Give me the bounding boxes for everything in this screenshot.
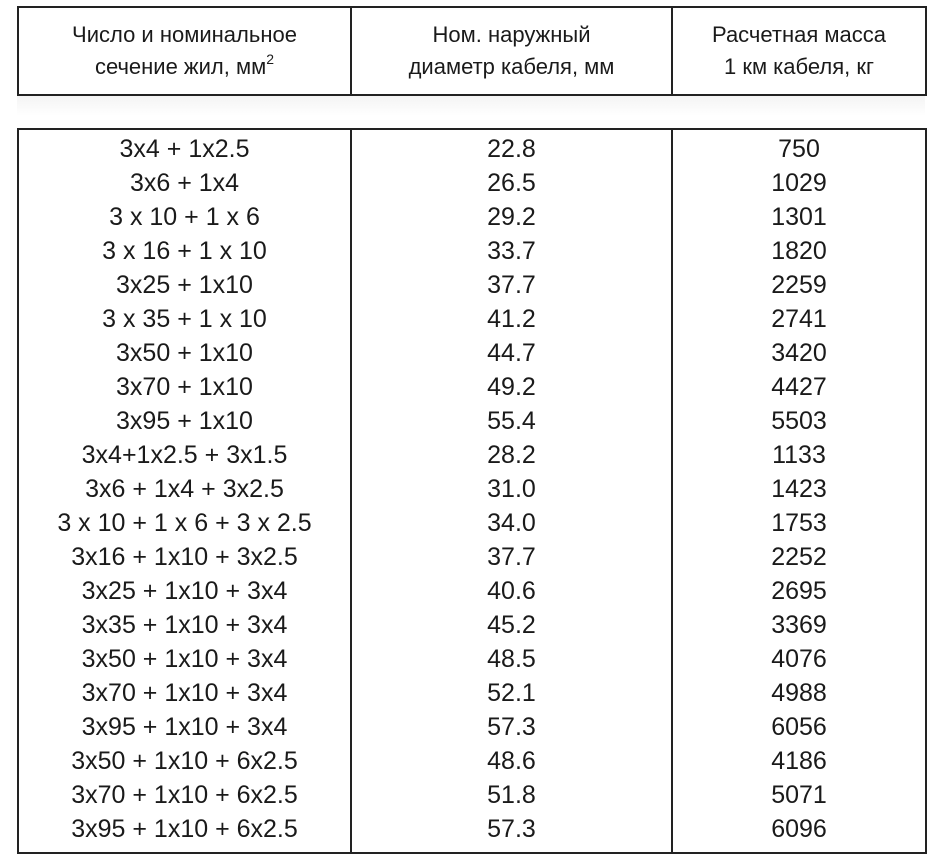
- cell-section: 3x50 + 1x10 + 6x2.5: [18, 744, 351, 778]
- cell-section: 3x50 + 1x10 + 3x4: [18, 642, 351, 676]
- header-section-line2-text: сечение жил, мм: [94, 54, 267, 79]
- cell-diameter: 28.2: [351, 438, 672, 472]
- cell-diameter: 57.3: [351, 812, 672, 853]
- cell-diameter: 41.2: [351, 302, 672, 336]
- table-row: [18, 302, 926, 336]
- cell-section: 3 x 35 + 1 x 10: [18, 302, 351, 336]
- cell-mass: 2695: [672, 574, 926, 608]
- table-row: [18, 234, 926, 268]
- table-row: [18, 129, 926, 166]
- cell-section: 3x50 + 1x10: [18, 336, 351, 370]
- cable-data-table: [17, 128, 927, 854]
- cell-mass: 1029: [672, 166, 926, 200]
- cell-mass: 2252: [672, 540, 926, 574]
- table-row: [18, 676, 926, 710]
- cell-mass: 2741: [672, 302, 926, 336]
- cell-mass: 1301: [672, 200, 926, 234]
- cell-section: 3x70 + 1x10: [18, 370, 351, 404]
- cell-mass: 3369: [672, 608, 926, 642]
- cell-mass: 3420: [672, 336, 926, 370]
- cell-section: 3x35 + 1x10 + 3x4: [18, 608, 351, 642]
- header-section-unit-superscript: 2: [266, 50, 275, 67]
- cell-diameter: 45.2: [351, 608, 672, 642]
- header-mass-line2: 1 км кабеля, кг: [723, 54, 875, 79]
- cell-section: 3x25 + 1x10: [18, 268, 351, 302]
- cell-diameter: 31.0: [351, 472, 672, 506]
- cell-diameter: 44.7: [351, 336, 672, 370]
- cell-mass: 1133: [672, 438, 926, 472]
- header-section-line2: [19, 51, 350, 83]
- cell-mass: 4076: [672, 642, 926, 676]
- cell-diameter: 22.8: [351, 129, 672, 166]
- cell-section: 3x6 + 1x4 + 3x2.5: [18, 472, 351, 506]
- header-cell-section: [18, 7, 351, 95]
- table-row: [18, 540, 926, 574]
- cell-section: 3x16 + 1x10 + 3x2.5: [18, 540, 351, 574]
- cell-mass: 5071: [672, 778, 926, 812]
- cell-mass: 1423: [672, 472, 926, 506]
- table-row: [18, 642, 926, 676]
- table-row: [18, 404, 926, 438]
- cell-mass: 1753: [672, 506, 926, 540]
- cell-diameter: 48.6: [351, 744, 672, 778]
- cell-section: 3x95 + 1x10 + 6x2.5: [18, 812, 351, 853]
- cell-mass: 4427: [672, 370, 926, 404]
- cell-section: 3x4 + 1x2.5: [18, 129, 351, 166]
- cell-section: 3 x 10 + 1 x 6 + 3 x 2.5: [18, 506, 351, 540]
- cell-section: 3x95 + 1x10: [18, 404, 351, 438]
- header-section-line1: Число и номинальное: [72, 22, 297, 47]
- cell-section: 3 x 10 + 1 x 6: [18, 200, 351, 234]
- header-cell-mass: [672, 7, 926, 95]
- cell-diameter: 48.5: [351, 642, 672, 676]
- cell-section: 3x70 + 1x10 + 6x2.5: [18, 778, 351, 812]
- table-row: [18, 166, 926, 200]
- cell-diameter: 51.8: [351, 778, 672, 812]
- cell-diameter: 52.1: [351, 676, 672, 710]
- cell-section: 3x25 + 1x10 + 3x4: [18, 574, 351, 608]
- cell-section: 3 x 16 + 1 x 10: [18, 234, 351, 268]
- table-row: [18, 778, 926, 812]
- table-row: [18, 336, 926, 370]
- table-row: [18, 812, 926, 853]
- table-header: [17, 6, 927, 96]
- cell-mass: 6096: [672, 812, 926, 853]
- table-row: [18, 506, 926, 540]
- table-row: [18, 200, 926, 234]
- cell-diameter: 33.7: [351, 234, 672, 268]
- cell-section: 3x6 + 1x4: [18, 166, 351, 200]
- table-row: [18, 608, 926, 642]
- header-diameter-line2: диаметр кабеля, мм: [408, 54, 615, 79]
- table-row: [18, 268, 926, 302]
- table-row: [18, 574, 926, 608]
- header-body-gap: [17, 96, 925, 116]
- table-row: [18, 710, 926, 744]
- table-body: [18, 129, 926, 853]
- cell-mass: 4186: [672, 744, 926, 778]
- cell-section: 3x70 + 1x10 + 3x4: [18, 676, 351, 710]
- cell-diameter: 57.3: [351, 710, 672, 744]
- cell-diameter: 37.7: [351, 540, 672, 574]
- cell-diameter: 40.6: [351, 574, 672, 608]
- cell-diameter: 37.7: [351, 268, 672, 302]
- cell-diameter: 55.4: [351, 404, 672, 438]
- cell-mass: 6056: [672, 710, 926, 744]
- header-cell-diameter: [351, 7, 672, 95]
- cell-mass: 5503: [672, 404, 926, 438]
- cell-mass: 2259: [672, 268, 926, 302]
- table-row: [18, 744, 926, 778]
- cell-section: 3x95 + 1x10 + 3x4: [18, 710, 351, 744]
- header-mass-line1: Расчетная масса: [712, 22, 886, 47]
- cell-diameter: 29.2: [351, 200, 672, 234]
- cell-section: 3x4+1x2.5 + 3x1.5: [18, 438, 351, 472]
- cell-diameter: 34.0: [351, 506, 672, 540]
- cell-mass: 4988: [672, 676, 926, 710]
- cell-mass: 1820: [672, 234, 926, 268]
- header-diameter-line1: Ном. наружный: [432, 22, 591, 47]
- header-row: [18, 7, 926, 95]
- cell-diameter: 26.5: [351, 166, 672, 200]
- cell-mass: 750: [672, 129, 926, 166]
- table-row: [18, 472, 926, 506]
- table-row: [18, 438, 926, 472]
- cell-diameter: 49.2: [351, 370, 672, 404]
- table-row: [18, 370, 926, 404]
